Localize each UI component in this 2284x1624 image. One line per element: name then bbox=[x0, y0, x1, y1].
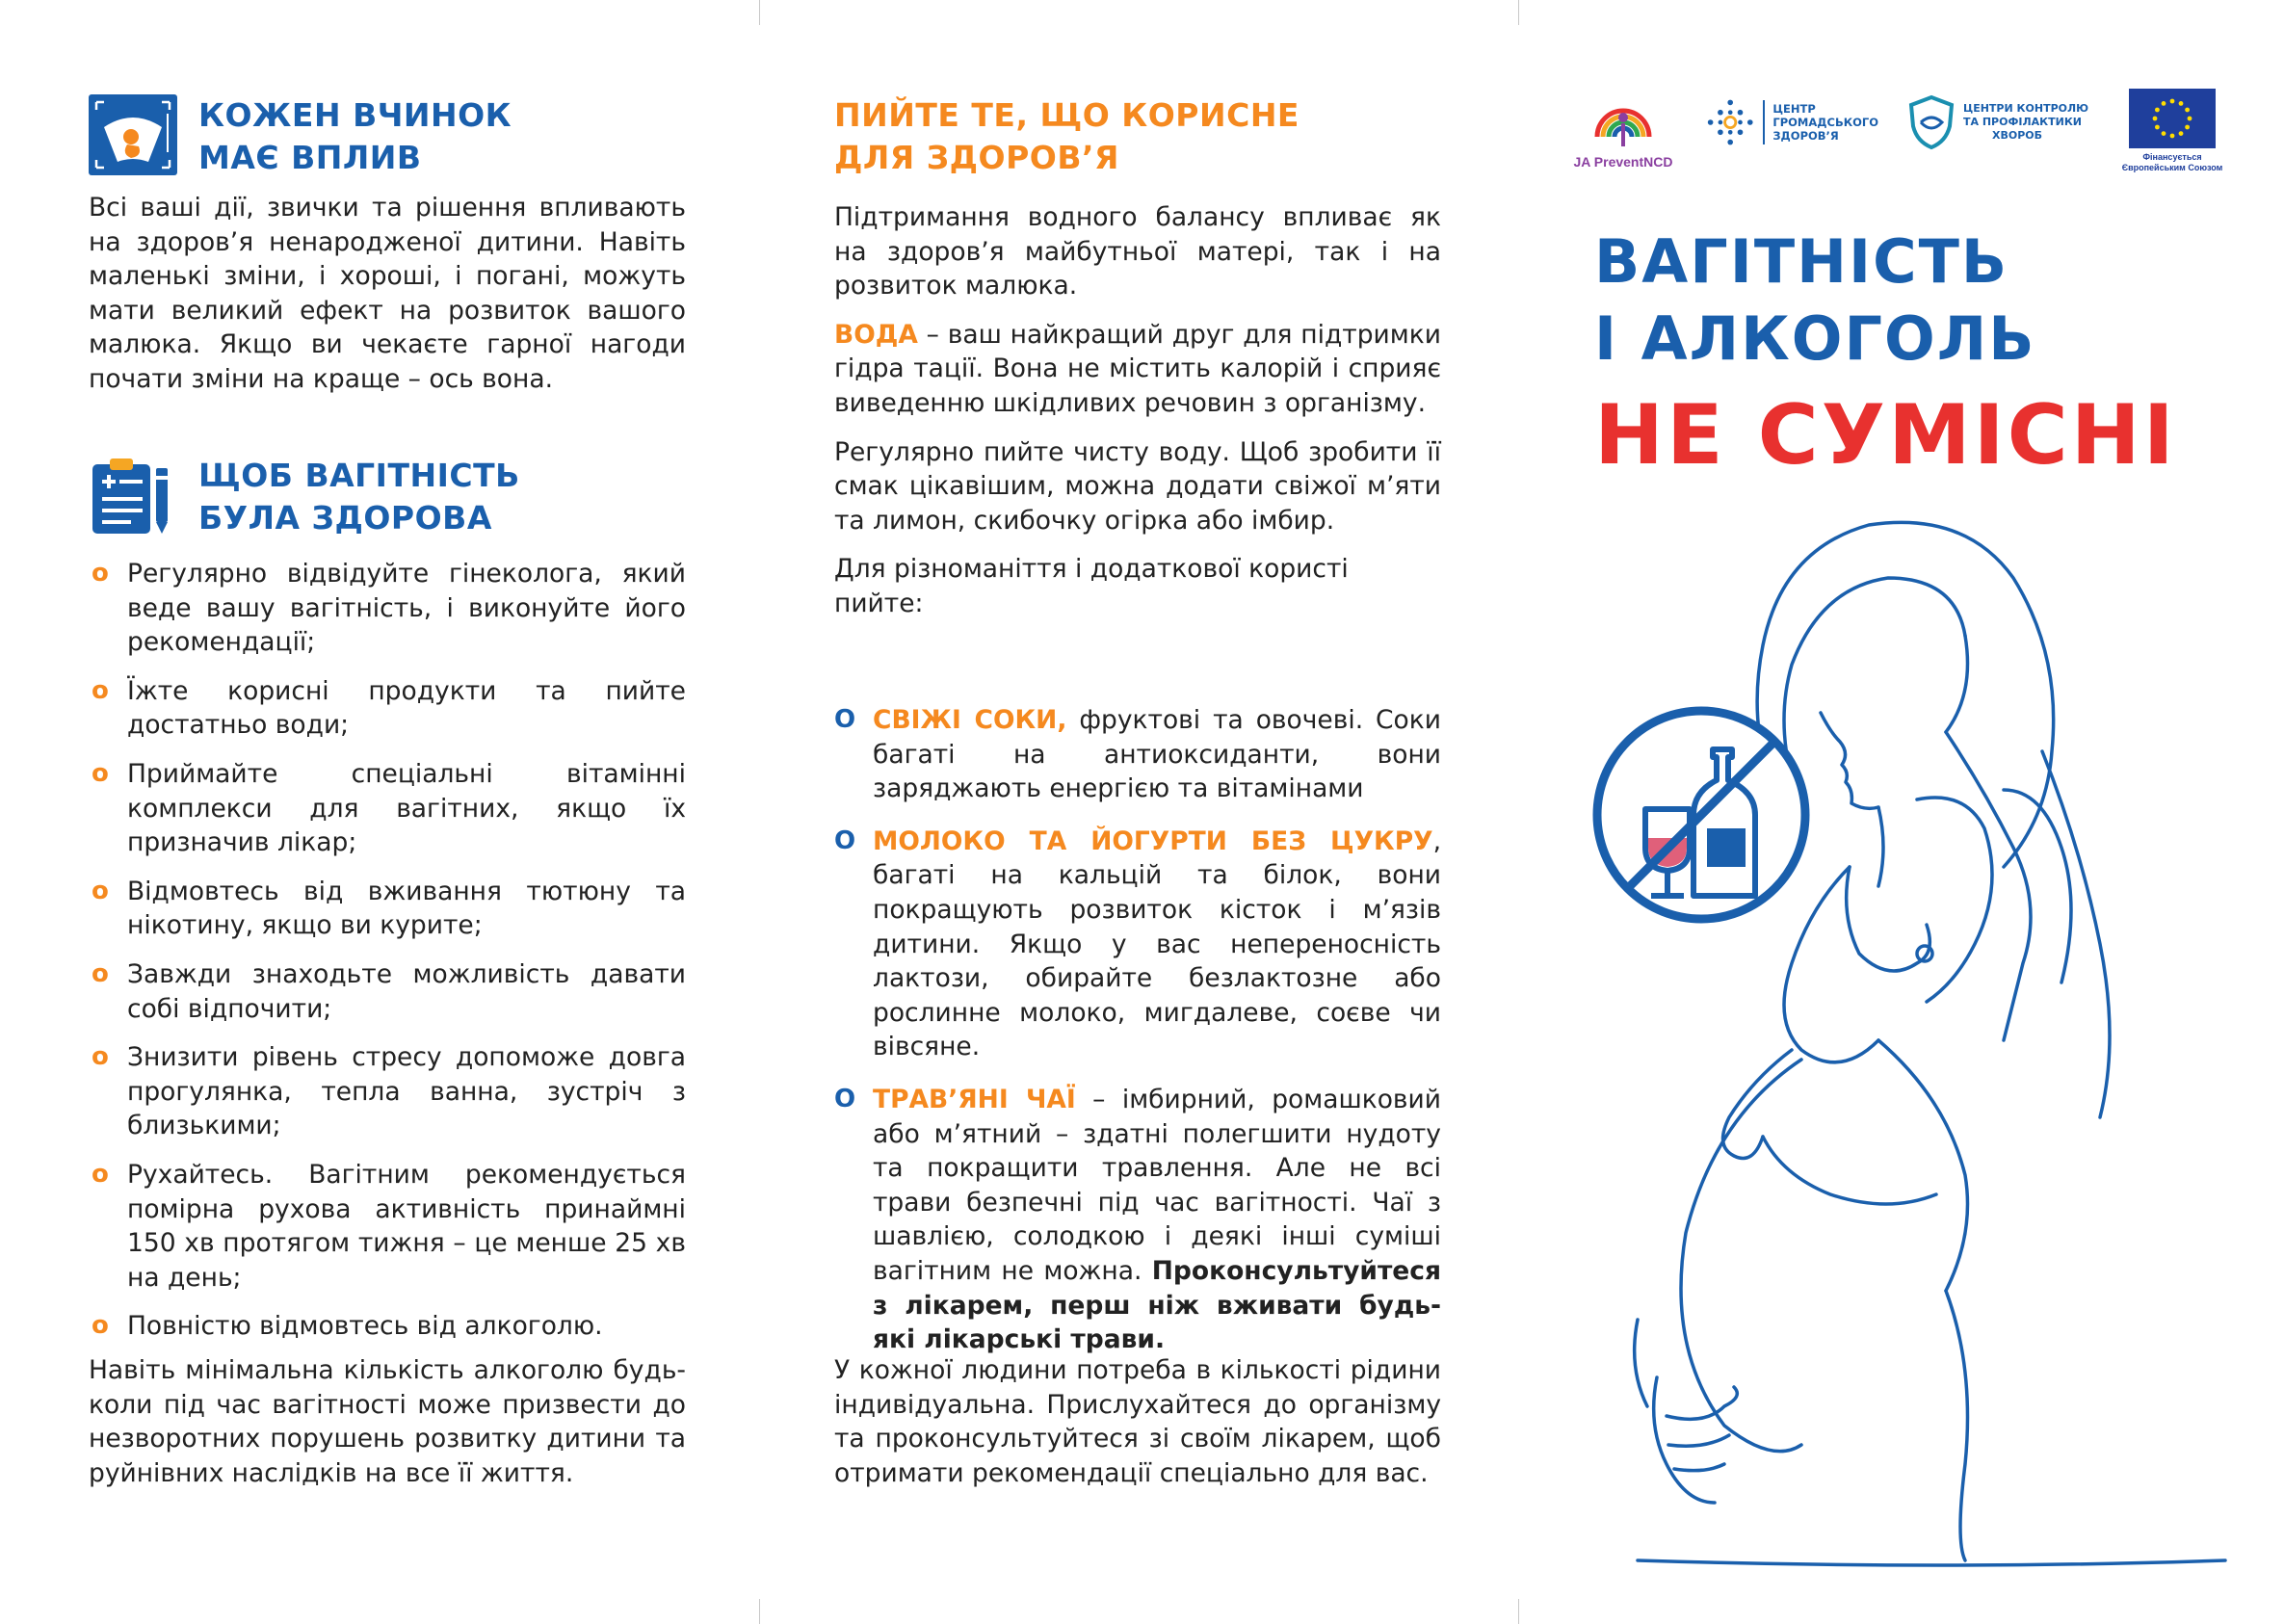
panel-left bbox=[89, 0, 686, 1624]
drinks-title-line2: ДЛЯ ЗДОРОВ’Я bbox=[834, 139, 1119, 176]
section1-title-line2: МАЄ ВПЛИВ bbox=[198, 139, 422, 176]
list-item-text: Їжте корисні продукти та пийте достатньо води; bbox=[127, 675, 686, 741]
list-item-text: , багаті на кальцій та білок, вони покращують розвиток кісток і м’язів дитини. Якщо у вас непереносність лактози, обирайте безлактозне або рослинне молоко, мигдалеве, соєве чи вівсяне. bbox=[873, 825, 1441, 1062]
eu-flag-icon bbox=[2129, 89, 2216, 148]
panel-middle bbox=[834, 0, 1441, 1624]
eu-funding-logo bbox=[2119, 89, 2225, 173]
list-item-highlight: МОЛОКО ТА ЙОГУРТИ БЕЗ ЦУКРУ bbox=[873, 825, 1433, 856]
list-item bbox=[89, 674, 686, 743]
list-item bbox=[834, 1083, 1441, 1357]
bullet-icon: o bbox=[92, 1311, 109, 1341]
list-item-highlight: ТРАВ’ЯНІ ЧАЇ bbox=[873, 1084, 1076, 1114]
list-item-text: Повністю відмовтесь від алкоголю. bbox=[127, 1311, 603, 1342]
section2-title-line2: БУЛА ЗДОРОВА bbox=[198, 499, 492, 537]
eu-logo-line2: Європейським Союзом bbox=[2121, 163, 2223, 172]
ja-prevent-logo bbox=[1561, 89, 1686, 170]
section1-text: Всі ваші дії, звички та рішення впливають на здоров’я ненародженої дитини. Навіть маленькі зміни, і хороші, і погані, можуть мати великий ефект на розвиток вашого малюка. Якщо ви чекаєте гарної нагоди почати зміни на краще – ось вона. bbox=[89, 193, 686, 394]
bullet-icon: o bbox=[92, 559, 109, 588]
main-title-not-compatible: НЕ СУМІСНІ bbox=[1594, 387, 2177, 484]
bullet-icon: o bbox=[92, 1042, 109, 1072]
shield-icon bbox=[1907, 93, 1956, 151]
drinks-para3: Регулярно пийте чисту воду. Щоб зробити її смак цікавішим, можна додати свіжої м’яти та лимон, скибочку огірка або імбир. bbox=[834, 436, 1441, 536]
center-logo-line2: ГРОМАДСЬКОГО bbox=[1772, 116, 1878, 129]
drinks-para4: Для різноманіття і додаткової користі пийте: bbox=[834, 554, 1349, 618]
center-logo-line1: ЦЕНТР bbox=[1772, 102, 1816, 116]
list-item-text: Рухайтесь. Вагітним рекомендується помірна рухова активність принаймні 150 хв протягом тижня – це менше 25 хв на день; bbox=[127, 1159, 686, 1293]
drinks-closing bbox=[834, 1353, 1441, 1490]
cdc-logo-line3: ХВОРОБ bbox=[1992, 129, 2043, 142]
section-heading-healthy-pregnancy bbox=[89, 455, 520, 539]
logo-row bbox=[1561, 89, 2235, 175]
section-heading-every-action bbox=[89, 94, 512, 179]
bullet-icon: o bbox=[92, 1159, 109, 1189]
list-item bbox=[89, 1040, 686, 1143]
list-item bbox=[89, 757, 686, 860]
section1-body bbox=[89, 191, 686, 397]
cdc-logo-line1: ЦЕНТРИ КОНТРОЛЮ bbox=[1963, 102, 2089, 115]
list-item bbox=[89, 1158, 686, 1295]
list-item-text: Відмовтесь від вживання тютюну та нікотину, якщо ви курите; bbox=[127, 876, 686, 941]
water-highlight: ВОДА bbox=[834, 319, 918, 350]
cdc-logo-line2: ТА ПРОФІЛАКТИКИ bbox=[1963, 116, 2083, 128]
bullet-icon: O bbox=[834, 1084, 856, 1113]
section2-closing bbox=[89, 1353, 686, 1490]
drinks-intro bbox=[834, 200, 1441, 621]
disease-control-center-logo bbox=[1907, 89, 2100, 156]
list-item-text: фруктові та овочеві. Соки багаті на антиоксиданти, вони заряджають енергією та вітамінами bbox=[873, 705, 1441, 804]
drinks-list bbox=[834, 703, 1441, 1375]
list-item-text: Приймайте спеціальні вітамінні комплекси для вагітних, якщо їх призначив лікар; bbox=[127, 758, 686, 858]
water-text: – ваш найкращий друг для підтримки гідра тації. Вона не містить калорій і сприяє виведенню шкідливих речовин з організму. bbox=[834, 319, 1441, 418]
list-item-text: Завжди знаходьте можливість давати собі відпочити; bbox=[127, 958, 686, 1024]
drinks-heading bbox=[834, 94, 1300, 179]
public-health-center-emblem-icon bbox=[1705, 95, 1755, 149]
bullet-icon: O bbox=[834, 825, 856, 855]
list-item-text: Знизити рівень стресу допоможе довга прогулянка, тепла ванна, зустріч з близькими; bbox=[127, 1042, 686, 1141]
drinks-para1: Підтримання водного балансу впливає як на здоров’я майбутньої матері, так і на розвиток малюка. bbox=[834, 202, 1441, 301]
list-item-text: – імбирний, ромашковий або м’ятний – здатні полегшити нудоту та покращити травлення. Але не всі трави безпечні під час вагітності. Чаї з шавлією, солодкою і деякі інші суміші вагітним не можна. bbox=[873, 1084, 1441, 1286]
list-item bbox=[834, 703, 1441, 806]
medical-clipboard-icon bbox=[89, 455, 177, 536]
closing-text: У кожної людини потреба в кількості рідини індивідуальна. Прислухайтеся до організму та проконсультуйтеся зі своїм лікарем, щоб отримати рекомендації спеціально для вас. bbox=[834, 1355, 1441, 1488]
drinks-title-line1: ПИЙТЕ ТЕ, ЩО КОРИСНЕ bbox=[834, 96, 1300, 134]
no-alcohol-icon bbox=[1589, 703, 1813, 927]
list-item bbox=[834, 825, 1441, 1064]
ja-prevent-label: JA PreventNCD bbox=[1573, 154, 1673, 170]
healthy-pregnancy-list bbox=[89, 557, 686, 1358]
drinks-para2 bbox=[834, 318, 1441, 421]
bullet-icon: o bbox=[92, 958, 109, 988]
public-health-center-logo bbox=[1705, 89, 1878, 156]
bullet-icon: O bbox=[834, 705, 856, 734]
list-item bbox=[89, 957, 686, 1026]
list-item-text: Регулярно відвідуйте гінеколога, який веде вашу вагітність, і виконуйте його рекомендації; bbox=[127, 559, 686, 658]
list-item bbox=[89, 875, 686, 943]
list-item-highlight: СВІЖІ СОКИ, bbox=[873, 705, 1067, 735]
main-title-line1: ВАГІТНІСТЬ bbox=[1594, 226, 2009, 297]
section2-title-line1: ЩОБ ВАГІТНІСТЬ bbox=[198, 457, 520, 494]
bullet-icon: o bbox=[92, 675, 109, 705]
main-title-line2: І АЛКОГОЛЬ bbox=[1594, 303, 2036, 374]
list-item-bold: Проконсультуйтеся з лікарем, перш ніж вживати будь-які лікарські трави. bbox=[873, 1255, 1441, 1355]
main-title bbox=[1594, 223, 2035, 378]
eu-logo-line1: Фінансується bbox=[2142, 152, 2202, 162]
closing-text: Навіть мінімальна кількість алкоголю будь-коли під час вагітності може призвести до незворотних порушень розвитку дитини та руйнівних наслідків на все її життя. bbox=[89, 1355, 686, 1488]
bullet-icon: o bbox=[92, 876, 109, 905]
ultrasound-baby-icon bbox=[89, 94, 177, 175]
panel-right bbox=[1561, 0, 2235, 1624]
pregnant-woman-line-art bbox=[1561, 501, 2235, 1589]
list-item bbox=[89, 557, 686, 660]
center-logo-line3: ЗДОРОВ’Я bbox=[1772, 129, 1839, 143]
bullet-icon: o bbox=[92, 758, 109, 788]
ja-prevent-emblem-icon bbox=[1561, 89, 1686, 148]
list-item bbox=[89, 1309, 686, 1344]
section1-title-line1: КОЖЕН ВЧИНОК bbox=[198, 96, 512, 134]
